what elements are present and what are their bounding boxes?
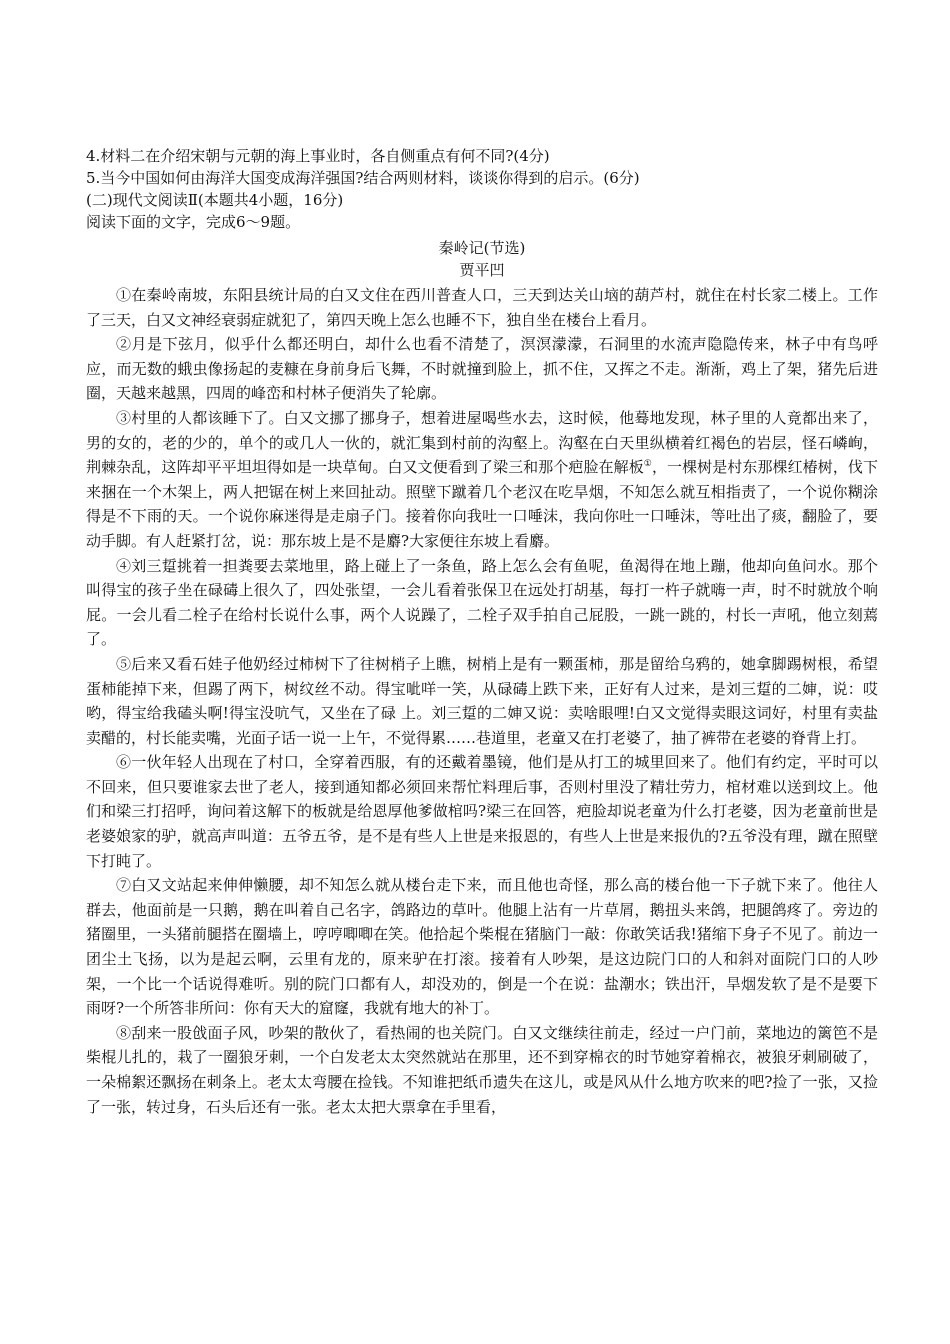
section-heading: (二)现代文阅读Ⅱ(本题共4小题，16分) [86, 191, 344, 209]
footnote-marker: ① [643, 459, 652, 470]
question-5: 5.当今中国如何由海洋大国变成海洋强国?结合两则材料，谈谈你得到的启示。(6分) [86, 169, 640, 187]
paragraph-6: ⑥一伙年轻人出现在了村口，全穿着西服，有的还戴着墨镜，他们是从打工的城里回来了。他们有约定，平时可以不回来，但只要谁家去世了老人，接到通知都必须回来帮忙料理后事，否则村里没了精壮劳力，棺材难以送到坟上。他们和梁三打招呼，询问着这解下的板就是给恩厚他爹做棺吗?梁三在回答，疤脸却说老童为什么打老婆，因为老童前世是老婆娘家的驴，就高声叫道：五爷五爷，是不是有些人上世是来报恩的，有些人上世是来报仇的?五爷没有理，蹴在照壁下打盹了。 [86, 753, 878, 870]
paragraph-7: ⑦白又文站起来伸伸懒腰，却不知怎么就从楼台走下来，而且他也奇怪，那么高的楼台他一下子就下来了。他往人群去，他面前是一只鹅，鹅在叫着自己名字，鸽路边的草叶。他腿上沾有一片草屑，鹅扭头来鸽，把腿鸽疼了。旁边的猪圈里，一头猪前腿搭在圈墙上，哼哼唧唧在笑。他拾起个柴棍在猪脑门一敲：你敢笑话我!猪缩下身子不见了。前边一团尘土飞扬，以为是起云啊，云里有龙的，原来驴在打滚。接着有人吵架，是这边院门口的人和斜对面院门口的人吵架，一个比一个话说得难听。别的院门口都有人，却没劝的，倒是一个在说：盐潮水；铁出汗，旱烟发软了是不是要下雨呀?一个所答非所问：你有天大的窟窿，我就有地大的补丁。 [86, 876, 878, 1018]
paragraph-1: ①在秦岭南坡，东阳县统计局的白又文住在西川普查人口，三天到达关山垴的葫芦村，就住在村长家二楼上。工作了三天，白又文神经衰弱症就犯了，第四天晚上怎么也睡不下，独自坐在楼台上看月。 [86, 286, 878, 329]
document-page [86, 145, 878, 1119]
article-title: 秦岭记(节选) [438, 239, 526, 257]
article-author: 贾平凹 [459, 261, 505, 279]
paragraph-3-part-a: ③村里的人都该睡下了。白又文挪了挪身子，想着进屋喝些水去，这时候，他蓦地发现，林子里的人竟都出来了，男的女的，老的少的，单个的或几人一伙的，就汇集到村前的沟壑上。沟壑在白天里纵横着红褐色的岩层，怪石嶙峋，荆棘杂乱，这阵却平平坦坦得如是一块草甸。白又文便看到了梁三和那个疤脸在解板 [86, 408, 878, 477]
section-instruction: 阅读下面的文字，完成6～9题。 [86, 213, 301, 231]
question-4: 4.材料二在介绍宋朝与元朝的海上事业时，各自侧重点有何不同?(4分) [86, 147, 550, 165]
paragraph-3 [86, 406, 878, 554]
paragraph-4: ④刘三踅挑着一担粪要去菜地里，路上碰上了一条鱼，路上怎么会有鱼呢，鱼渴得在地上蹦，他却向鱼问水。那个叫得宝的孩子坐在碌碡上很久了，四处张望，一会儿看着张保卫在远处打胡基，每打一杵子就嗨一声，时不时就放个响屁。一会儿看二栓子在给村长说什么事，两个人说躁了，二栓子双手拍自己屁股，一跳一跳的，村长一声吼，他立刻蔫了。 [86, 556, 878, 649]
paragraph-8: ⑧刮来一股戗面子风，吵架的散伙了，看热闹的也关院门。白又文继续往前走，经过一户门前，菜地边的篱笆不是柴棍儿扎的，栽了一圈狼牙刺，一个白发老太太突然就站在那里，还不到穿棉衣的时节她穿着棉衣，被狼牙刺刷破了，一朵棉絮还飘扬在刺条上。老太太弯腰在捡钱。不知谁把纸币遗失在这儿，或是风从什么地方吹来的吧?捡了一张，又捡了一张，转过身，石头后还有一张。老太太把大票拿在手里看， [86, 1023, 878, 1116]
paragraph-5: ⑤后来又看石娃子他奶经过柿树下了往树梢子上瞧，树梢上是有一颗蛋柿，那是留给乌鸦的，她拿脚踢树根，希望蛋柿能掉下来，但踢了两下，树纹丝不动。得宝呲咩一笑，从碌碡上跌下来，正好有人过来，是刘三踅的二婶，说：哎哟，得宝给我磕头啊!得宝没吭气，又坐在了碌 上。刘三踅的二婶又说：卖啥眼哩!白又文觉得卖眼这词好，村里有卖盐卖醋的，村长能卖嘴，光面子话一说一上午，不觉得累……巷道里，老童又在打老婆了，抽了裤带在老婆的脊背上打。 [86, 654, 878, 747]
paragraph-2: ②月是下弦月，似乎什么都还明白，却什么也看不清楚了，溟溟濛濛，石洞里的水流声隐隐传来，林子中有鸟呼应，而无数的蛾虫像扬起的麦糠在身前身后飞舞，不时就撞到脸上，抓不住，又挥之不走。渐渐，鸡上了架，猪先后进圈，天越来越黑，四周的峰峦和村林子便消失了轮廓。 [86, 335, 878, 403]
paragraph-3-part-b: ，一棵树是村东那棵红椿树，伐下来捆在一个木架上，两人把锯在树上来回扯动。照壁下蹴着几个老汉在吃旱烟，不知怎么就互相指责了，一个说你糊涂得是不下雨的天。一个说你麻迷得是走扇子门。接着你向我吐一口唾沫，我向你吐一口唾沫，等吐出了痰，翻脸了，要动手脚。有人赶紧打岔，说：那东坡上是不是麝?大家便往东坡上看麝。 [86, 458, 878, 550]
